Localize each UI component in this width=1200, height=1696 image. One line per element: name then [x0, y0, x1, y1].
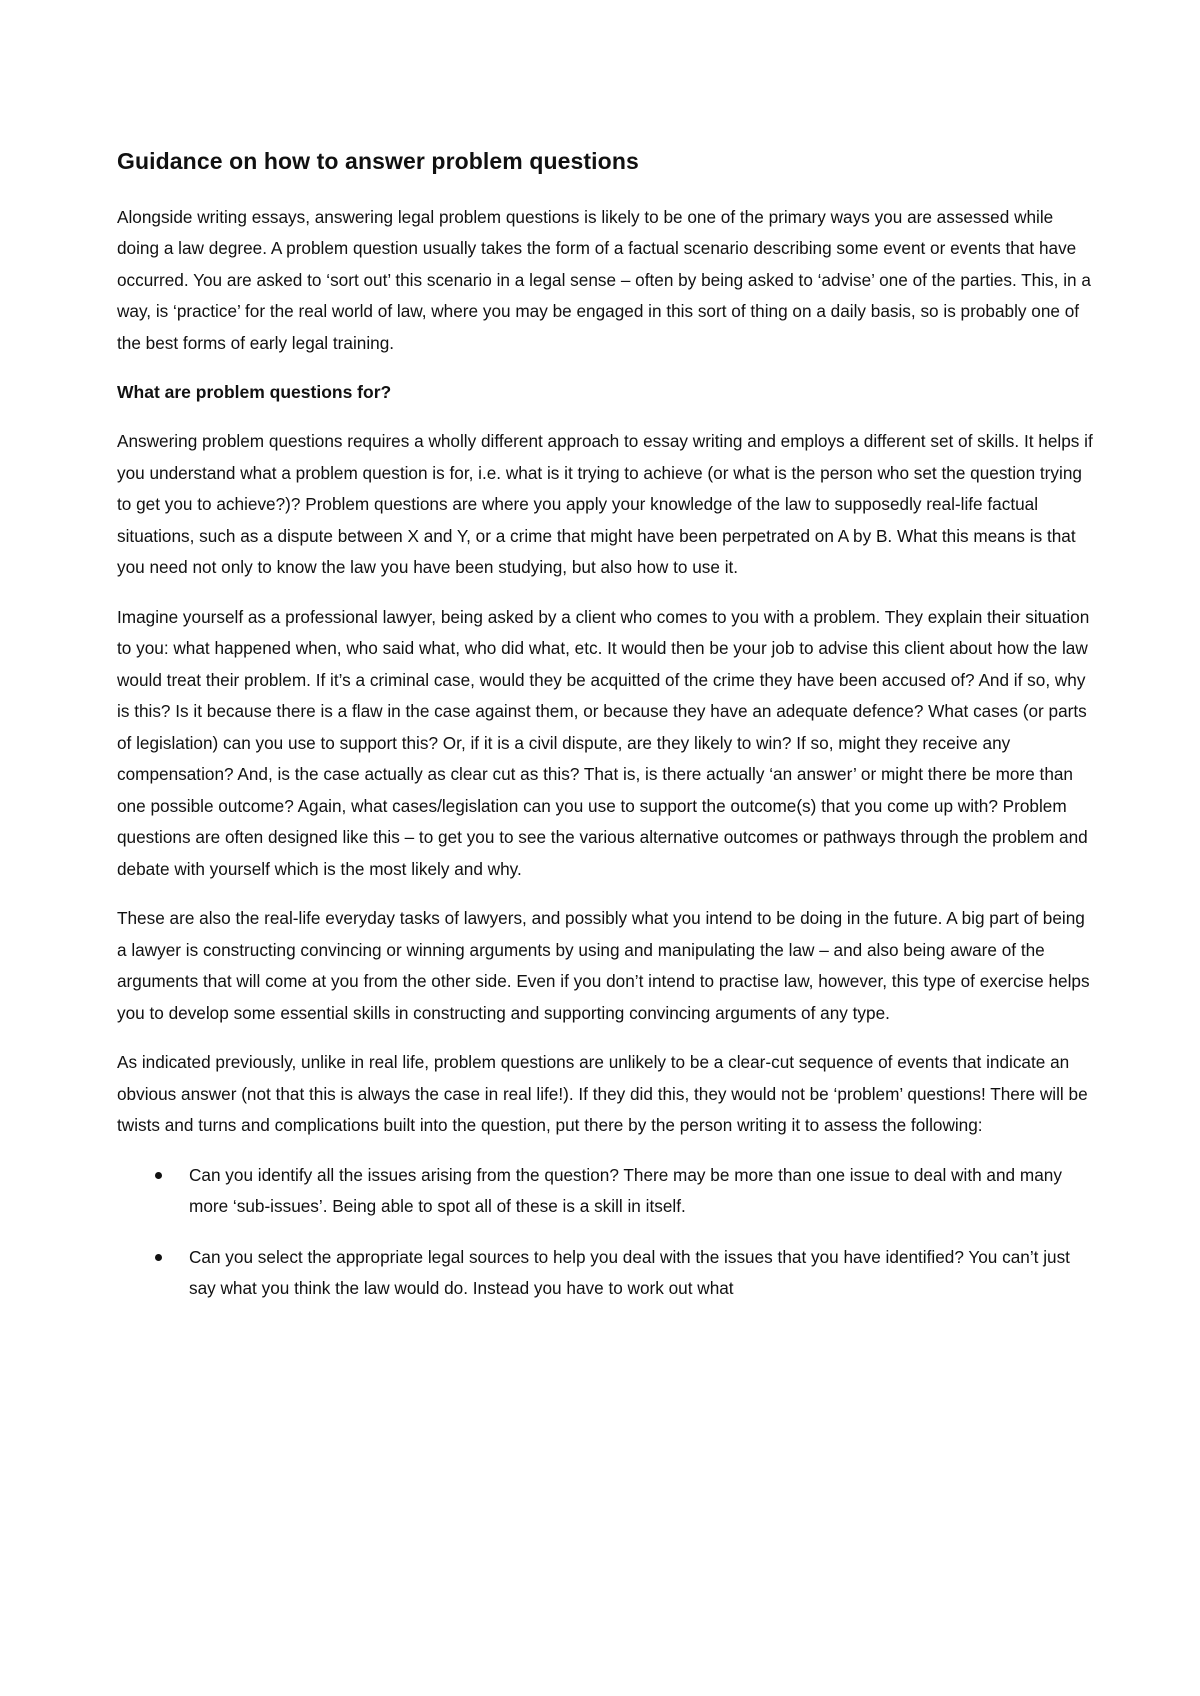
intro-paragraph: Alongside writing essays, answering legal problem questions is likely to be one of the primary ways you are assessed while doing a law degree. A problem question usually takes the form of a factual scenario describing some event or events that have occurred. You are asked to ‘sort out’ this scenario in a legal sense – often by being asked to ‘advise’ one of the parties. This, in a way, is ‘practice’ for the real world of law, where you may be engaged in this sort of thing on a daily basis, so is probably one of the best forms of early legal training.: [117, 206, 1091, 353]
body-paragraph-1: Answering problem questions requires a wholly different approach to essay writing and employs a different set of skills. It helps if you understand what a problem question is for, i.e. what is it trying to achieve (or what is the person who set the question trying to get you to achieve?)? Problem questions are where you apply your knowledge of the law to supposedly real-life factual situations, such as a dispute between X and Y, or a crime that might have been perpetrated on A by B. What this means is that you need not only to know the law you have been studying, but also how to use it.: [117, 431, 1093, 578]
bullet-text-2: Can you select the appropriate legal sources to help you deal with the issues that you have identified? You can’t just say what you think the law would do. Instead you have to work out what: [189, 1246, 1070, 1299]
document-title: Guidance on how to answer problem questions: [117, 148, 639, 174]
section-heading: What are problem questions for?: [117, 382, 392, 403]
document-page: [117, 148, 1097, 1324]
body-paragraph-4: As indicated previously, unlike in real life, problem questions are unlikely to be a clear-cut sequence of events that indicate an obvious answer (not that this is always the case in real life!). If they did this, they would not be ‘problem’ questions! There will be twists and turns and complications built into the question, put there by the person writing it to assess the following:: [117, 1052, 1088, 1136]
bullet-item-2: [117, 1242, 1097, 1305]
body-paragraph-2: Imagine yourself as a professional lawyer, being asked by a client who comes to you with a problem. They explain their situation to you: what happened when, who said what, who did what, etc. It would then be your job to advise this client about how the law would treat their problem. If it’s a criminal case, would they be acquitted of the crime they have been accused of? And if so, why is this? Is it because there is a flaw in the case against them, or because they have an adequate defence? What cases (or parts of legislation) can you use to support this? Or, if it is a civil dispute, are they likely to win? If so, might they receive any compensation? And, is the case actually as clear cut as this? That is, is there actually ‘an answer’ or might there be more than one possible outcome? Again, what cases/legislation can you use to support the outcome(s) that you come up with? Problem questions are often designed like this – to get you to see the various alternative outcomes or pathways through the problem and debate with yourself which is the most likely and why.: [117, 606, 1090, 879]
bullet-dot-icon: [155, 1254, 162, 1261]
body-paragraph-3: These are also the real-life everyday tasks of lawyers, and possibly what you intend to be doing in the future. A big part of being a lawyer is constructing convincing or winning arguments by using and manipulating the law – and also being aware of the arguments that will come at you from the other side. Even if you don’t intend to practise law, however, this type of exercise helps you to develop some essential skills in constructing and supporting convincing arguments of any type.: [117, 908, 1090, 1023]
bullet-dot-icon: [155, 1172, 162, 1179]
bullet-item-1: [117, 1160, 1097, 1223]
bullet-list: [117, 1160, 1097, 1305]
bullet-text-1: Can you identify all the issues arising from the question? There may be more than one issue to deal with and many more ‘sub-issues’. Being able to spot all of these is a skill in itself.: [189, 1164, 1062, 1217]
